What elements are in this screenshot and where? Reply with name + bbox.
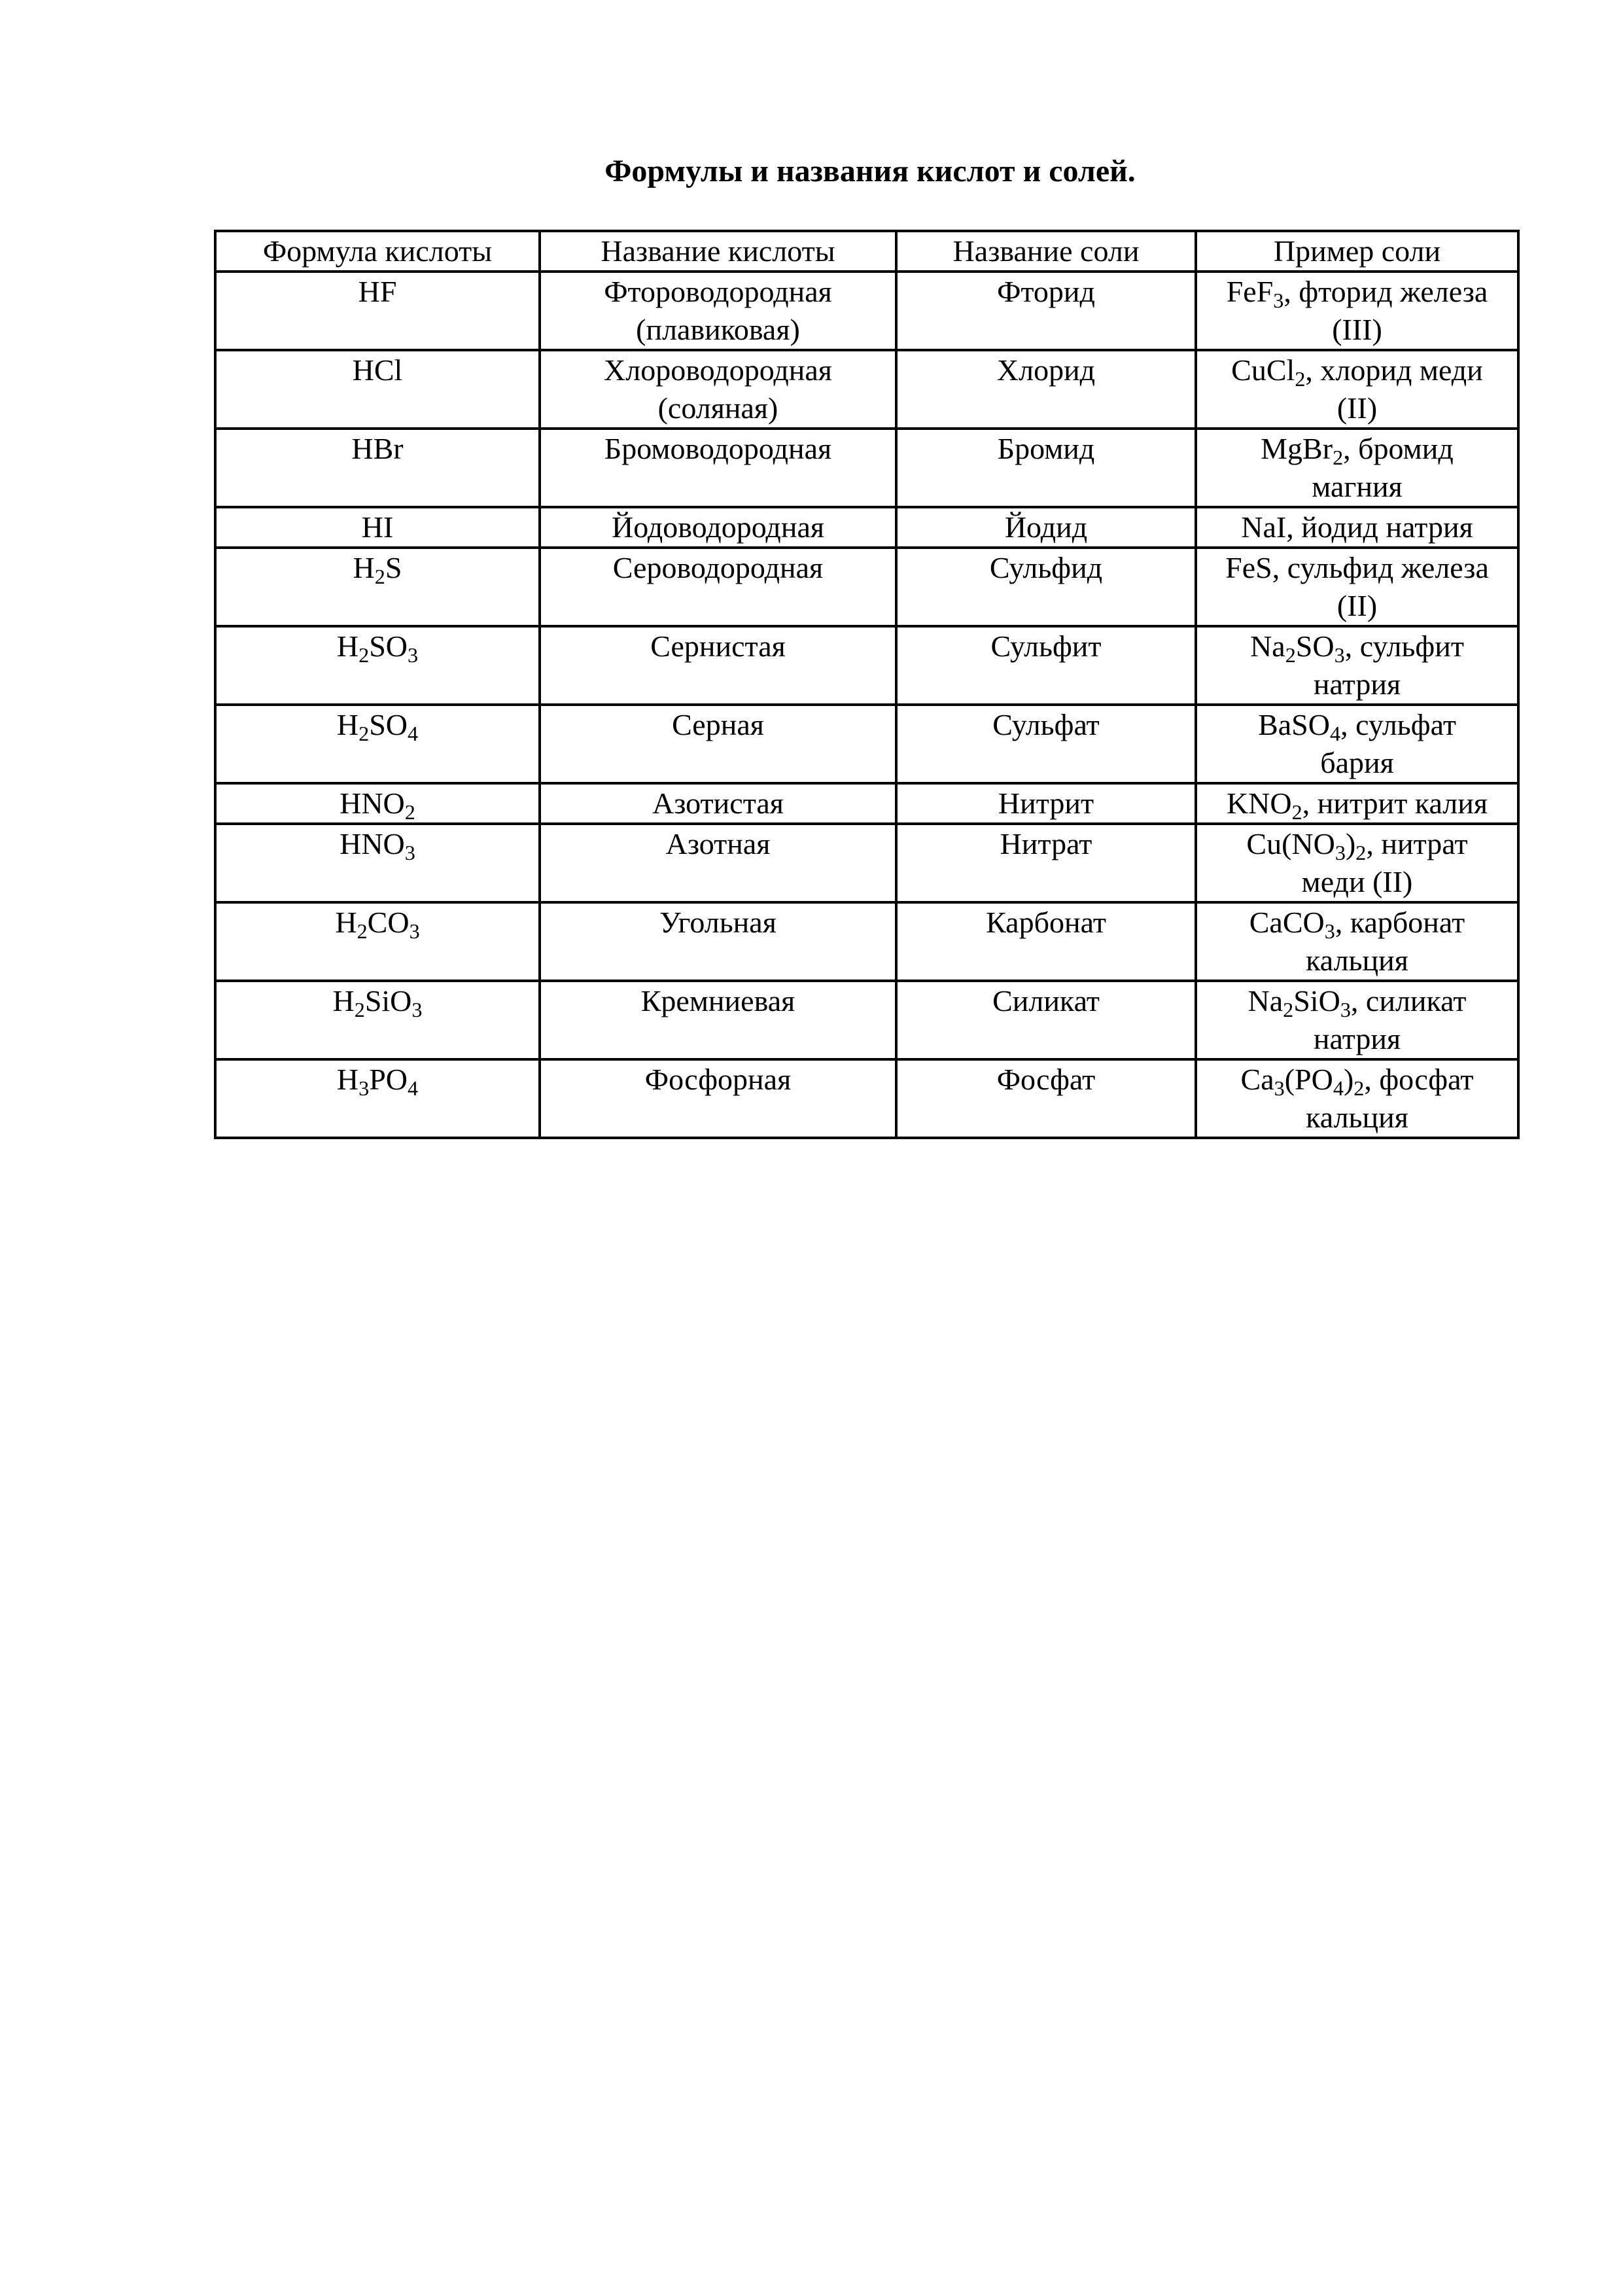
salt-example-cell: FeS, сульфид железа (II) [1196,548,1518,626]
acid-formula-cell: $H_2SO_3$ [215,626,540,705]
acid-formula-cell: $H_2S$ [215,548,540,626]
acid-name-cell: Сероводородная [540,548,896,626]
salt-name-cell: Нитрит [896,783,1196,824]
salt-example-cell: $Na_2SiO_3$, силикат натрия [1196,981,1518,1059]
salt-name-cell: Бромид [896,429,1196,507]
acid-formula-cell: HCl [215,350,540,429]
salt-name-cell: Йодид [896,507,1196,548]
acid-formula-cell: $HNO_3$ [215,824,540,902]
table-row [215,429,1518,507]
acid-formula-cell: $H_3PO_4$ [215,1059,540,1138]
acid-formula-cell: HI [215,507,540,548]
acid-name-cell: Йодоводородная [540,507,896,548]
acid-name-cell: Сернистая [540,626,896,705]
salt-example-cell: MgBr$_2$, бромид магния [1196,429,1518,507]
salt-example-cell: FeF$_3$, фторид железа (III) [1196,272,1518,350]
salt-example-cell: $Na_2SO_3$, сульфит натрия [1196,626,1518,705]
acid-formula-cell: HF [215,272,540,350]
header-salt-name: Название соли [896,231,1196,272]
table-row [215,783,1518,824]
table-row [215,981,1518,1059]
acid-name-cell: Хлороводородная (соляная) [540,350,896,429]
acid-name-cell: Серная [540,705,896,783]
salt-name-cell: Сульфид [896,548,1196,626]
acid-formula-cell: $H_2SO_4$ [215,705,540,783]
table-row [215,507,1518,548]
table-row [215,705,1518,783]
salt-example-cell: $Cu(NO_3)_2$, нитрат меди (II) [1196,824,1518,902]
salt-example-cell: CaCO$_3$, карбонат кальция [1196,902,1518,981]
acid-name-cell: Азотная [540,824,896,902]
table-row [215,272,1518,350]
salt-name-cell: Силикат [896,981,1196,1059]
salt-name-cell: Нитрат [896,824,1196,902]
salt-name-cell: Фторид [896,272,1196,350]
salt-example-cell: CuCl$_2$, хлорид меди (II) [1196,350,1518,429]
salt-name-cell: Хлорид [896,350,1196,429]
salt-name-cell: Фосфат [896,1059,1196,1138]
table-row [215,548,1518,626]
acid-name-cell: Угольная [540,902,896,981]
acid-formula-cell: $H_2CO_3$ [215,902,540,981]
acid-name-cell: Азотистая [540,783,896,824]
salt-name-cell: Карбонат [896,902,1196,981]
acid-name-cell: Фтороводородная (плавиковая) [540,272,896,350]
header-acid-name: Название кислоты [540,231,896,272]
salt-example-cell: NaI, йодид натрия [1196,507,1518,548]
header-acid-formula: Формула кислоты [215,231,540,272]
acid-formula-cell: $HNO_2$ [215,783,540,824]
header-salt-example: Пример соли [1196,231,1518,272]
salt-example-cell: $Ca_3(PO_4)_2$, фосфат кальция [1196,1059,1518,1138]
salt-example-cell: $KNO_2$, нитрит калия [1196,783,1518,824]
table-header-row [215,231,1518,272]
table-row [215,1059,1518,1138]
table-row [215,350,1518,429]
acid-name-cell: Бромоводородная [540,429,896,507]
salt-name-cell: Сульфит [896,626,1196,705]
table-row [215,824,1518,902]
table-row [215,626,1518,705]
acid-name-cell: Фосфорная [540,1059,896,1138]
acids-salts-table [214,230,1520,1139]
table-row [215,902,1518,981]
acid-formula-cell: HBr [215,429,540,507]
acid-name-cell: Кремниевая [540,981,896,1059]
page-title: Формулы и названия кислот и солей. [604,154,1136,188]
salt-example-cell: BaSO$_4$, сульфат бария [1196,705,1518,783]
table-body [215,231,1518,1138]
salt-name-cell: Сульфат [896,705,1196,783]
acid-formula-cell: $H_2SiO_3$ [215,981,540,1059]
